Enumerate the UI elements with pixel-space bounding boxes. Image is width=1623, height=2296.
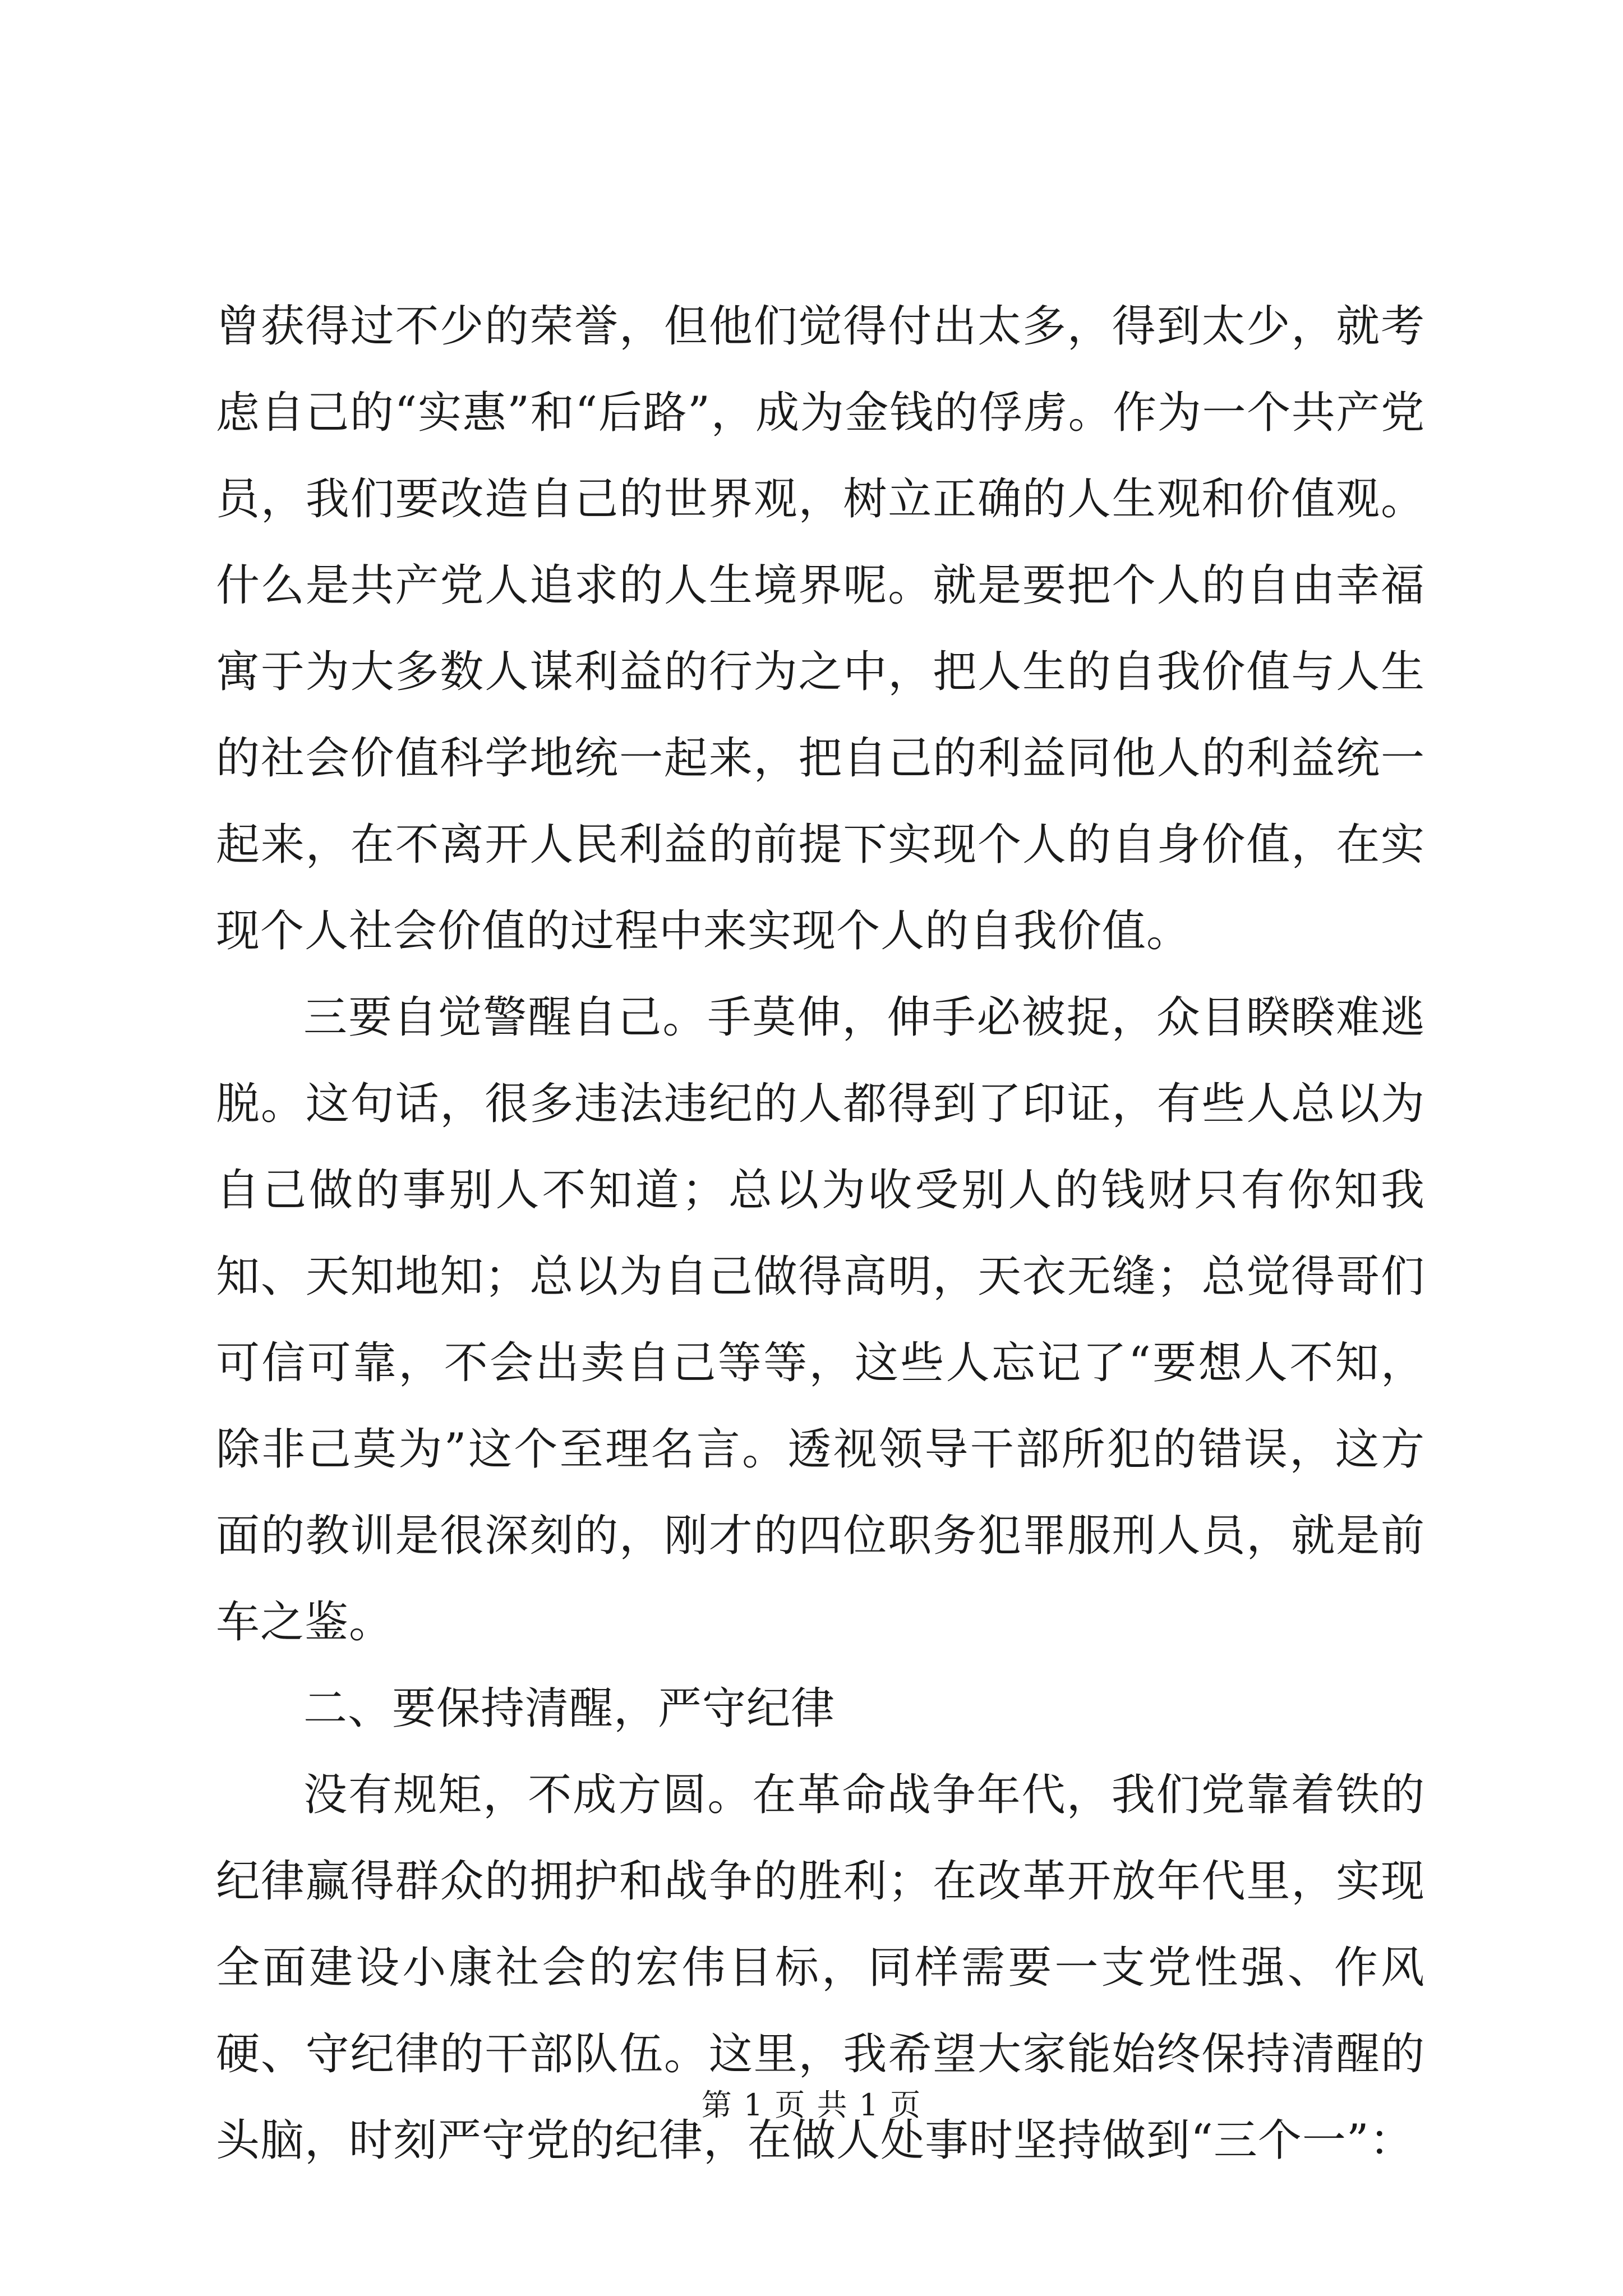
section-heading: 二、要保持清醒，严守纪律 — [303, 1683, 836, 1734]
paragraph-2: 三要自觉警醒自己。手莫伸，伸手必被捉，众目睽睽难逃脱。这句话，很多违法违纪的人都得到了印证，有些人总以为自己做的事别人不知道；总以为收受别人的钱财只有你知我知、天知地知；总以为自己做得高明，天衣无缝；总觉得哥们可信可靠，不会出卖自己等等，这些人忘记了“要想人不知，除非己莫为”这个至理名言。透视领导干部所犯的错误，这方面的教训是很深刻的，刚才的四位职务犯罪服刑人员，就是前车之鉴。 — [216, 992, 1425, 1648]
paragraph-1: 曾获得过不少的荣誉，但他们觉得付出太多，得到太少，就考虑自己的“实惠”和“后路”，成为金钱的俘虏。作为一个共产党员，我们要改造自己的世界观，树立正确的人生观和价值观。什么是共产党人追求的人生境界呢。就是要把个人的自由幸福寓于为大多数人谋利益的行为之中，把人生的自我价值与人生的社会价值科学地统一起来，把自己的利益同他人的利益统一起来，在不离开人民利益的前提下实现个人的自身价值，在实现个人社会价值的过程中来实现个人的自我价值。 — [216, 301, 1425, 956]
paragraph-3: 没有规矩，不成方圆。在革命战争年代，我们党靠着铁的纪律赢得群众的拥护和战争的胜利；在改革开放年代里，实现全面建设小康社会的宏伟目标，同样需要一支党性强、作风硬、守纪律的干部队伍。这里，我希望大家能始终保持清醒的头脑，时刻严守党的纪律，在做人处事时坚持做到“三个一”： — [216, 1770, 1425, 2166]
page-number-footer: 第 1 页 共 1 页 — [701, 2087, 922, 2123]
document-body — [216, 283, 1425, 2184]
